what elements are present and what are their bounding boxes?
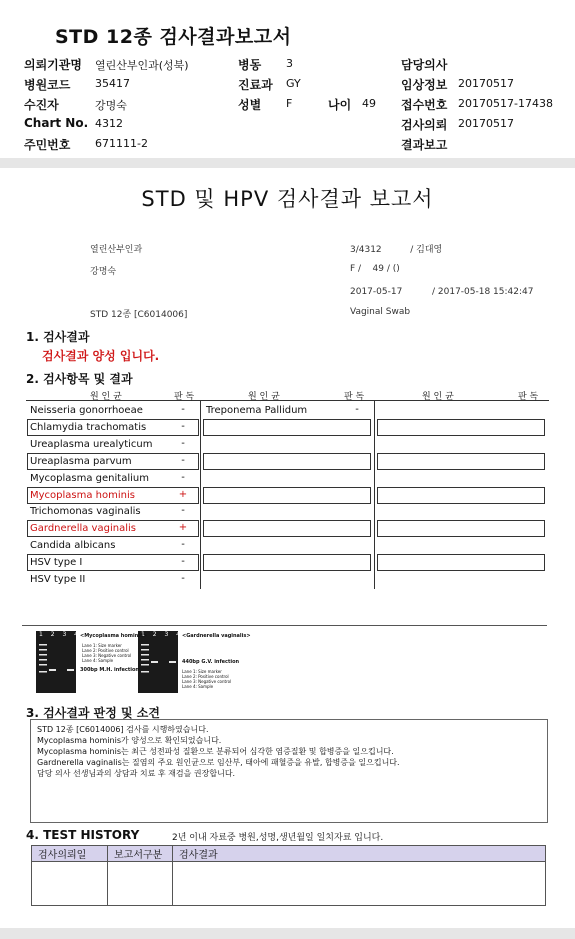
pathogen-result: -	[181, 573, 185, 584]
empty-result-box	[377, 554, 545, 571]
gel-lane-numbers: 1 2 3 4	[39, 631, 81, 638]
section-2-title: 2. 검사항목 및 결과	[26, 372, 133, 386]
pathogen-result: -	[181, 454, 185, 466]
clinic-name: 열린산부인과	[90, 245, 143, 255]
section-1-title: 1. 검사결과	[26, 330, 90, 344]
report-header-title: STD 12종 검사결과보고서	[55, 26, 292, 48]
empty-result-box	[377, 487, 545, 504]
pathogen-name: Chlamydia trachomatis	[30, 421, 147, 433]
header-value: 열린산부인과(성북)	[95, 59, 189, 72]
gel-top-rule	[22, 625, 547, 626]
gel-left-band: 300bp M.H. infection	[80, 667, 139, 673]
col-header-2	[200, 389, 374, 401]
opinion-line: STD 12종 [C6014006] 검사를 시행하였습니다.	[37, 725, 209, 734]
pathogen-result: -	[181, 539, 185, 551]
opinion-line: Gardnerella vaginalis는 질염의 주요 원인균으로 임산부, 태아에 패혈증을 유발, 합병증을 일으킵니다.	[37, 758, 400, 767]
header-label: 담당의사	[401, 58, 448, 72]
header-label: 진료과	[238, 78, 273, 92]
gel-lane-numbers: 1 2 3 4	[141, 631, 183, 638]
header-value: 20170517	[458, 77, 514, 90]
col-header-pathogen: 원 인 균	[422, 392, 454, 402]
history-col-type: 보고서구분	[108, 846, 173, 862]
pathogen-name: Trichomonas vaginalis	[30, 506, 141, 518]
pathogen-result: -	[181, 420, 185, 432]
history-cell	[32, 862, 108, 906]
history-cell	[108, 862, 173, 906]
history-col-result: 검사결과	[173, 846, 546, 862]
gel-legend-item: Lane 3: Negative control	[182, 679, 232, 684]
gel-legend-item: Lane 2: Positive control	[182, 674, 229, 679]
pathogen-name: Gardnerella vaginalis	[30, 523, 136, 535]
gel-image-figure	[36, 631, 286, 697]
history-header-row	[32, 846, 546, 862]
column-separator	[200, 401, 201, 589]
history-cell	[173, 862, 546, 906]
section-3-title: 3. 검사결과 판정 및 소견	[26, 706, 160, 720]
col-header-judge: 판 독	[518, 392, 539, 402]
col-header-3	[374, 389, 549, 401]
gel-legend-right	[182, 669, 231, 689]
opinion-line: Mycoplasma hominis가 양성으로 확인되었습니다.	[37, 736, 222, 745]
footer-bar	[0, 928, 575, 939]
pathogen-result: -	[355, 404, 359, 415]
col-header-pathogen: 원 인 균	[90, 392, 122, 402]
pathogen-name: Treponema Pallidum	[206, 405, 308, 416]
opinion-line: 담당 의사 선생님과의 상담과 치료 후 재검을 권장합니다.	[37, 769, 236, 778]
pathogen-result: -	[181, 471, 185, 483]
header-label: 검사의뢰	[401, 118, 448, 132]
pathogen-name: Ureaplasma urealyticum	[30, 438, 153, 450]
pathogen-name: Ureaplasma parvum	[30, 455, 132, 467]
pathogen-name: Mycoplasma hominis	[30, 489, 135, 501]
header-value: F	[286, 97, 293, 110]
empty-result-box	[203, 419, 371, 436]
empty-result-box	[203, 453, 371, 470]
header-label: 의뢰기관명	[24, 58, 82, 72]
header-value: 3	[286, 57, 293, 70]
header-label: 결과보고	[401, 138, 448, 152]
header-label: 병원코드	[24, 78, 71, 92]
header-value: 강명숙	[95, 99, 127, 112]
report-date: / 2017-05-18 15:42:47	[432, 287, 534, 297]
history-col-date: 검사의뢰일	[32, 846, 108, 862]
empty-result-box	[377, 419, 545, 436]
pathogen-result: -	[181, 437, 185, 449]
pathogen-name: Candida albicans	[30, 540, 116, 552]
history-empty-row	[32, 862, 546, 906]
ward-doctor: 3/4312 / 김대영	[350, 245, 443, 255]
opinion-box	[30, 719, 548, 823]
gel-left-label: <Mycoplasma hominis>	[80, 633, 148, 639]
empty-result-box	[203, 487, 371, 504]
header-label: 수진자	[24, 98, 59, 112]
pathogen-result: -	[181, 556, 185, 568]
header-value: GY	[286, 77, 301, 90]
header-label: 병동	[238, 58, 262, 72]
gel-legend-left	[82, 643, 131, 663]
empty-result-box	[377, 520, 545, 537]
header-label: 주민번호	[24, 138, 71, 152]
pathogen-result: +	[178, 488, 188, 500]
report-title: STD 및 HPV 검사결과 보고서	[141, 187, 434, 211]
header-value: 4312	[95, 117, 123, 130]
result-summary: 검사결과 양성 입니다.	[42, 349, 160, 363]
history-table	[31, 845, 546, 906]
section-4-title: 4. TEST HISTORY	[26, 828, 140, 842]
header-label: 접수번호	[401, 98, 448, 112]
empty-result-box	[377, 453, 545, 470]
patient-name: 강명숙	[90, 267, 117, 277]
gel-legend-item: Lane 2: Positive control	[82, 648, 129, 653]
header-value: 20170517	[458, 117, 514, 130]
pathogen-name: HSV type II	[30, 574, 86, 585]
header-label: 성별	[238, 98, 262, 112]
pathogen-result: +	[178, 522, 188, 534]
pathogen-name: Neisseria gonorrhoeae	[30, 405, 143, 416]
header-value: 20170517-17438	[458, 97, 553, 110]
gel-legend-item: Lane 1: Size marker	[82, 643, 122, 648]
empty-result-box	[203, 520, 371, 537]
opinion-line: Mycoplasma hominis는 최근 성전파성 질환으로 분류되어 심각한 염증질환 및 합병증을 일으킵니다.	[37, 747, 394, 756]
gel-legend-item: Lane 3: Negative control	[82, 653, 132, 658]
gel-right-band: 440bp G.V. infection	[182, 659, 240, 665]
pathogen-result: -	[181, 505, 185, 517]
col-header-judge: 판 독	[344, 392, 365, 402]
gel-legend-item: Lane 1: Size marker	[182, 669, 222, 674]
history-note: 2년 이내 자료중 병원,성명,생년월일 일치자료 입니다.	[172, 833, 384, 843]
header-value: 49	[362, 97, 376, 110]
col-header-judge: 판 독	[174, 392, 195, 402]
gel-right-label: <Gardnerella vaginalis>	[182, 633, 251, 639]
request-date: 2017-05-17	[350, 287, 403, 297]
pathogen-name: HSV type I	[30, 557, 83, 569]
header-label: Chart No.	[24, 116, 89, 130]
sex-age: F / 49 / ()	[350, 264, 400, 274]
header-label: 임상정보	[401, 78, 448, 92]
pathogen-result: -	[181, 404, 185, 415]
empty-result-box	[203, 554, 371, 571]
specimen: Vaginal Swab	[350, 307, 411, 317]
test-code: STD 12종 [C6014006]	[90, 310, 188, 320]
header-value: 671111-2	[95, 137, 148, 150]
col-header-pathogen: 원 인 균	[248, 392, 280, 402]
col-header-1	[26, 389, 200, 401]
pathogen-name: Mycoplasma genitalium	[30, 472, 149, 484]
gel-legend-item: Lane 4: Sample	[182, 684, 214, 689]
section-divider	[0, 158, 575, 168]
column-separator	[374, 401, 375, 589]
gel-legend-item: Lane 4: Sample	[82, 658, 114, 663]
header-value: 35417	[95, 77, 130, 90]
gel-electrophoresis-image	[36, 631, 286, 697]
header-label: 나이	[328, 98, 352, 112]
